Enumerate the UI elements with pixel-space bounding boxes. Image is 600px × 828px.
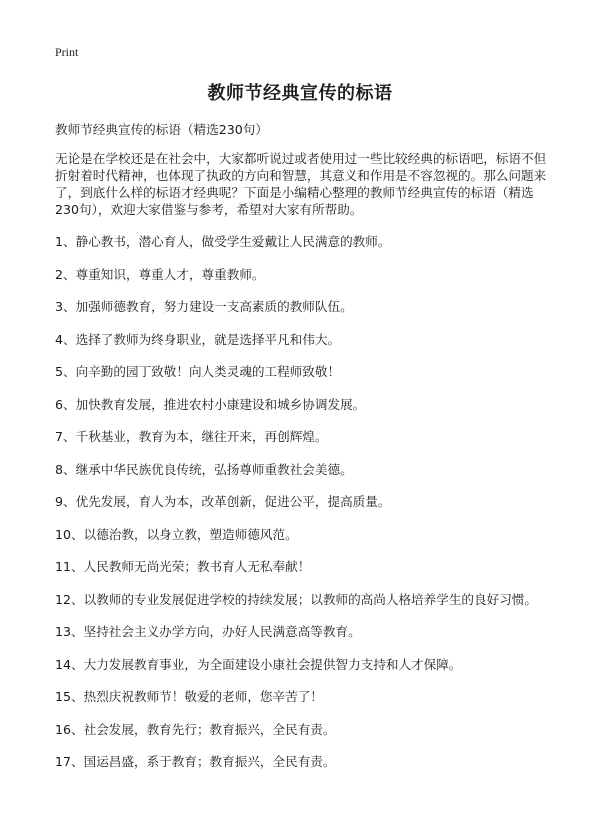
slogan-item: 9、优先发展，育人为本，改革创新，促进公平，提高质量。 (55, 494, 391, 509)
slogan-item: 12、以教师的专业发展促进学校的持续发展；以教师的高尚人格培养学生的良好习惯。 (55, 591, 537, 607)
slogan-item: 10、以德治教，以身立教，塑造师德风范。 (55, 526, 298, 542)
slogan-item: 11、人民教师无尚光荣；教书育人无私奉献！ (55, 559, 311, 574)
page-title: 教师节经典宣传的标语 (207, 83, 393, 104)
slogan-item: 16、社会发展，教育先行；教育振兴，全民有责。 (55, 721, 336, 737)
slogan-item: 14、大力发展教育事业，为全面建设小康社会提供智力支持和人才保障。 (55, 656, 462, 672)
slogan-item: 1、静心教书，潜心育人，做受学生爱戴让人民满意的教师。 (55, 234, 391, 249)
slogan-item: 8、继承中华民族优良传统，弘扬尊师重教社会美德。 (55, 461, 353, 477)
print-link[interactable]: Print (55, 45, 79, 59)
slogan-item: 13、坚持社会主义办学方向，办好人民满意高等教育。 (55, 624, 361, 639)
intro-paragraph: 无论是在学校还是在社会中，大家都听说过或者使用过一些比较经典的标语吧，标语不但折射着时代精神，也体现了执政的方向和智慧，其意义和作用是不容忽视的。那么问题来了，到底什么样的标语才经典呢？下面是小编精心整理的教师节经典宣传的标语（精选230句），欢迎大家借鉴与参考，希望对大家有所帮助。 (55, 151, 547, 217)
slogan-item: 15、热烈庆祝教师节！敬爱的老师，您辛苦了！ (55, 689, 323, 704)
slogan-item: 2、尊重知识，尊重人才，尊重教师。 (55, 266, 265, 282)
slogan-item: 4、选择了教师为终身职业，就是选择平凡和伟大。 (55, 331, 341, 347)
slogan-list (55, 233, 555, 770)
slogan-item: 6、加快教育发展，推进农村小康建设和城乡协调发展。 (55, 396, 366, 412)
slogan-item: 3、加强师德教育，努力建设一支高素质的教师队伍。 (55, 299, 353, 314)
slogan-item: 17、国运昌盛，系于教育；教育振兴，全民有责。 (55, 754, 336, 769)
slogan-item: 7、千秋基业，教育为本，继往开来，再创辉煌。 (55, 429, 328, 444)
slogan-item: 5、向辛勤的园丁致敬！向人类灵魂的工程师致敬！ (55, 364, 341, 379)
document-body (55, 121, 555, 786)
document-subtitle: 教师节经典宣传的标语（精选230句） (55, 122, 268, 137)
